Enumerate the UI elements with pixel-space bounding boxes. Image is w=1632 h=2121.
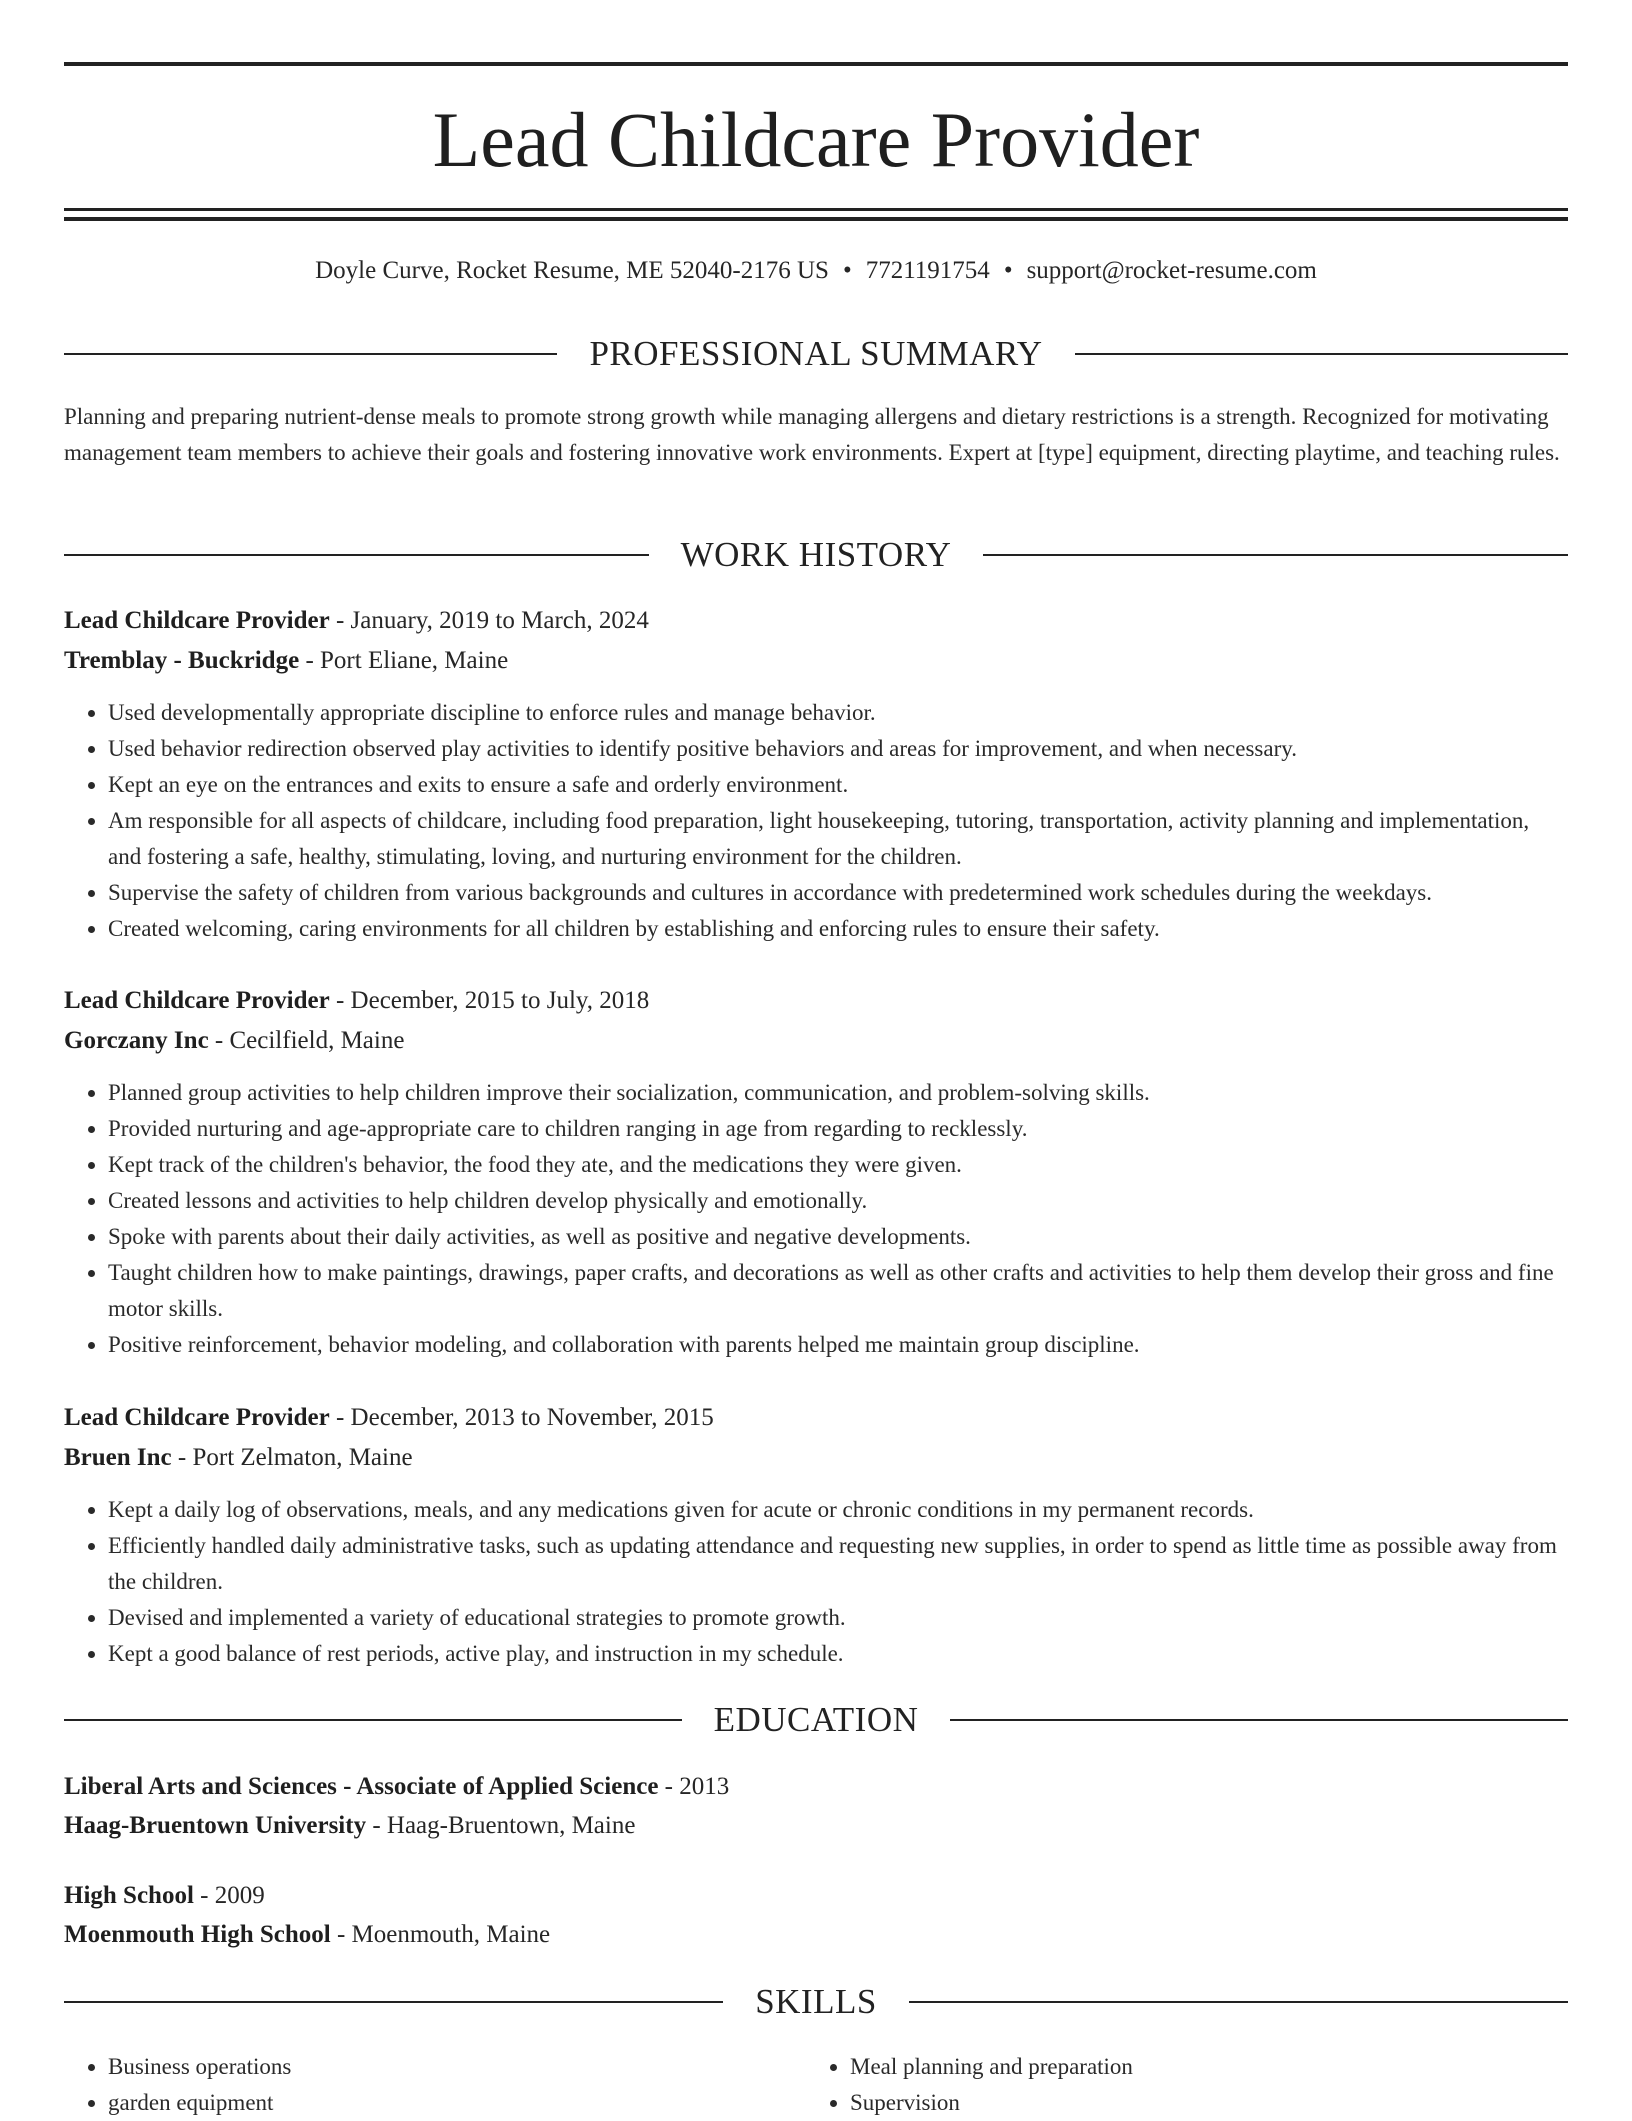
list-item: • Kept a good balance of rest periods, active play, and instruction in my schedule.: [108, 1636, 1568, 1672]
skills-heading: [64, 1982, 1568, 2022]
heading-rule-left: [64, 2001, 723, 2003]
job-3-dates: - December, 2013 to November, 2015: [329, 1404, 714, 1431]
list-item: • Kept track of the children's behavior, the food they ate, and the medications they were given.: [108, 1147, 1568, 1183]
list-item: • Devised and implemented a variety of educational strategies to promote growth.: [108, 1600, 1568, 1636]
list-item: • Meal planning and preparation: [850, 2049, 1550, 2085]
contact-email: support@rocket-resume.com: [1026, 257, 1317, 284]
education-1-degree-line: [64, 1769, 1568, 1805]
top-rule: [64, 62, 1568, 66]
education-2-school-line: [64, 1917, 1568, 1953]
education-2-school: Moenmouth High School: [64, 1921, 331, 1948]
skills-list-left: [64, 2049, 808, 2121]
heading-rule-left: [64, 1719, 682, 1721]
education-1-school-line: [64, 1808, 1568, 1844]
job-3-role: Lead Childcare Provider: [64, 1404, 330, 1431]
summary-text: Planning and preparing nutrient-dense meals to promote strong growth while managing allergens and dietary restrictions is a strength. Recognized for motivating management team members to achieve their goals and fostering innovative work environments. Expert at [type] equipment, directing playtime, and teaching rules.: [64, 404, 1560, 465]
job-3-company-line: [64, 1440, 1568, 1476]
contact-line: [64, 254, 1568, 288]
heading-rule-right: [909, 2001, 1568, 2003]
education-heading-label: EDUCATION: [713, 1700, 919, 1739]
job-2-company: Gorczany Inc: [64, 1027, 209, 1054]
list-item: • Used behavior redirection observed play activities to identify positive behaviors and areas for improvement, and when necessary.: [108, 731, 1568, 767]
education-1-year: - 2013: [658, 1773, 730, 1800]
list-item: • Spoke with parents about their daily activities, as well as positive and negative developments.: [108, 1219, 1568, 1255]
education-1-degree: Liberal Arts and Sciences - Associate of Applied Science: [64, 1773, 659, 1800]
list-item: • garden equipment: [108, 2085, 808, 2121]
job-3-bullets: [64, 1492, 1568, 1672]
heading-rule-left: [64, 353, 557, 355]
list-item: • Efficiently handled daily administrative tasks, such as updating attendance and requesting new supplies, in order to spend as little time as possible away from the children.: [108, 1528, 1568, 1600]
job-1-dates: - January, 2019 to March, 2024: [329, 607, 649, 634]
heading-rule-right: [983, 554, 1568, 556]
list-item: • Provided nurturing and age-appropriate care to children ranging in age from regarding to recklessly.: [108, 1111, 1568, 1147]
list-item: • Created lessons and activities to help children develop physically and emotionally.: [108, 1183, 1568, 1219]
education-heading: [64, 1700, 1568, 1740]
list-item: • Am responsible for all aspects of childcare, including food preparation, light housekeeping, tutoring, transportation, activity planning and implementation, and fostering a safe, healthy, stimulating, loving, and nurturing environment for the children.: [108, 803, 1568, 875]
heading-rule-left: [64, 554, 649, 556]
job-1-role: Lead Childcare Provider: [64, 607, 330, 634]
contact-separator: •: [1003, 257, 1013, 284]
job-2-company-line: [64, 1023, 1568, 1059]
list-item: • Created welcoming, caring environments for all children by establishing and enforcing rules to ensure their safety.: [108, 911, 1568, 947]
job-2-bullets: [64, 1075, 1568, 1363]
education-2-location: - Moenmouth, Maine: [330, 1921, 551, 1948]
heading-rule-right: [950, 1719, 1568, 1721]
job-3-location: - Port Zelmaton, Maine: [171, 1444, 413, 1471]
education-1-school: Haag-Bruentown University: [64, 1812, 367, 1839]
job-2-location: - Cecilfield, Maine: [208, 1027, 405, 1054]
list-item: • Kept a daily log of observations, meals, and any medications given for acute or chronic conditions in my permanent records.: [108, 1492, 1568, 1528]
job-2-dates: - December, 2015 to July, 2018: [329, 987, 650, 1014]
summary-heading-label: PROFESSIONAL SUMMARY: [589, 334, 1043, 373]
job-1-company-line: [64, 643, 1568, 679]
education-2-year: - 2009: [193, 1882, 265, 1909]
list-item: • Business operations: [108, 2049, 808, 2085]
summary-heading: [64, 334, 1568, 374]
list-item: • Taught children how to make paintings, drawings, paper crafts, and decorations as well as other crafts and activities to help them develop their gross and fine motor skills.: [108, 1255, 1568, 1327]
education-1-location: - Haag-Bruentown, Maine: [366, 1812, 636, 1839]
job-2-role: Lead Childcare Provider: [64, 987, 330, 1014]
list-item: • Kept an eye on the entrances and exits to ensure a safe and orderly environment.: [108, 767, 1568, 803]
resume-title: Lead Childcare Provider: [432, 96, 1200, 183]
education-2-degree-line: [64, 1878, 1568, 1914]
job-1-bullets: [64, 695, 1568, 947]
job-3-title-line: [64, 1400, 1568, 1436]
list-item: • Positive reinforcement, behavior modeling, and collaboration with parents helped me maintain group discipline.: [108, 1327, 1568, 1363]
heading-rule-right: [1075, 353, 1568, 355]
job-1-title-line: [64, 603, 1568, 639]
job-1-location: - Port Eliane, Maine: [299, 647, 509, 674]
contact-address: Doyle Curve, Rocket Resume, ME 52040-2176 US: [315, 257, 829, 284]
list-item: • Planned group activities to help children improve their socialization, communication, and problem-solving skills.: [108, 1075, 1568, 1111]
list-item: • Supervision: [850, 2085, 1550, 2121]
contact-separator: •: [842, 257, 852, 284]
skills-heading-label: SKILLS: [755, 1982, 877, 2021]
education-2-degree: High School: [64, 1882, 194, 1909]
list-item: • Used developmentally appropriate discipline to enforce rules and manage behavior.: [108, 695, 1568, 731]
work-heading: [64, 535, 1568, 575]
job-2-title-line: [64, 983, 1568, 1019]
job-3-company: Bruen Inc: [64, 1444, 172, 1471]
contact-phone: 7721191754: [865, 257, 990, 284]
work-heading-label: WORK HISTORY: [680, 535, 952, 574]
list-item: • Supervise the safety of children from various backgrounds and cultures in accordance with predetermined work schedules during the weekdays.: [108, 875, 1568, 911]
job-1-company: Tremblay - Buckridge: [64, 647, 300, 674]
skills-list-right: [806, 2049, 1550, 2121]
title-double-rule: [64, 208, 1568, 221]
